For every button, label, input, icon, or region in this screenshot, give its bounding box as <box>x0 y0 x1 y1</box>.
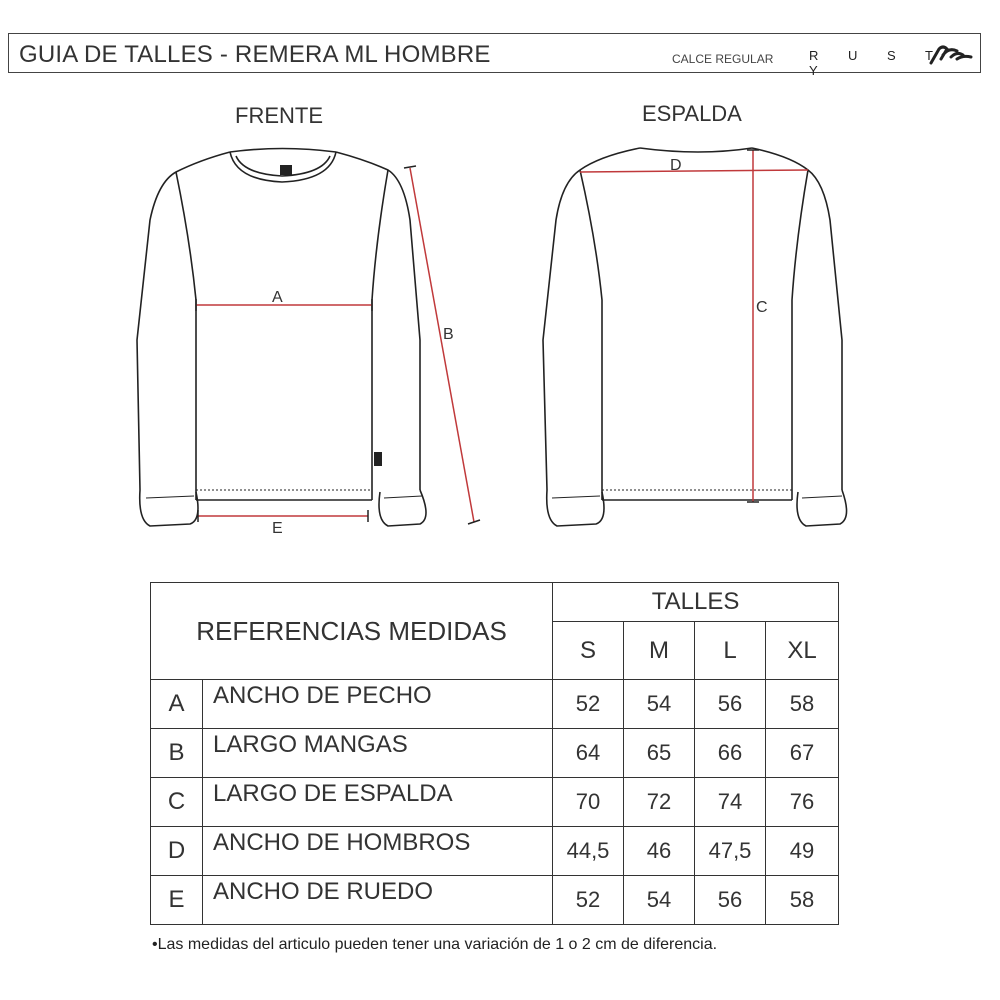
table-cell: 70 <box>553 778 624 827</box>
table-cell: 67 <box>766 729 839 778</box>
table-row <box>151 778 839 827</box>
brand-name: R U S T Y <box>809 48 946 78</box>
row-letter: D <box>151 827 203 876</box>
size-column-header: S <box>553 622 624 680</box>
front-view-label: FRENTE <box>235 103 323 128</box>
table-cell: 56 <box>695 876 766 925</box>
size-column-header: M <box>624 622 695 680</box>
table-cell: 58 <box>766 876 839 925</box>
back-view-label: ESPALDA <box>642 101 742 126</box>
size-column-header: L <box>695 622 766 680</box>
row-letter: C <box>151 778 203 827</box>
row-name: LARGO DE ESPALDA <box>213 780 453 807</box>
table-cell: 74 <box>695 778 766 827</box>
fit-label: CALCE REGULAR <box>672 52 774 66</box>
row-name: LARGO MANGAS <box>213 731 408 758</box>
measure-line-d <box>580 170 808 172</box>
collar-tag-icon <box>280 165 292 175</box>
marker-c: C <box>756 299 768 316</box>
footnote: •Las medidas del articulo pueden tener una variación de 1 o 2 cm de diferencia. <box>152 936 718 953</box>
table-cell: 47,5 <box>695 827 766 876</box>
marker-b: B <box>443 326 454 343</box>
size-column-header: XL <box>766 622 839 680</box>
table-row <box>151 729 839 778</box>
row-letter: B <box>151 729 203 778</box>
table-row <box>151 876 839 925</box>
front-shirt-outline <box>137 149 426 527</box>
table-row <box>151 827 839 876</box>
marker-a: A <box>272 289 283 306</box>
table-row <box>151 680 839 729</box>
page-title: GUIA DE TALLES - REMERA ML HOMBRE <box>19 41 491 68</box>
row-letter: E <box>151 876 203 925</box>
table-cell: 76 <box>766 778 839 827</box>
table-cell: 49 <box>766 827 839 876</box>
table-cell: 52 <box>553 680 624 729</box>
table-cell: 54 <box>624 876 695 925</box>
row-name: ANCHO DE PECHO <box>213 682 432 709</box>
reference-header: REFERENCIAS MEDIDAS <box>151 583 553 680</box>
sizes-header: TALLES <box>553 583 839 622</box>
table-cell: 54 <box>624 680 695 729</box>
table-cell: 56 <box>695 680 766 729</box>
table-cell: 58 <box>766 680 839 729</box>
row-name: ANCHO DE HOMBROS <box>213 829 471 856</box>
side-tag-icon <box>374 452 382 466</box>
row-name: ANCHO DE RUEDO <box>213 878 434 905</box>
row-letter: A <box>151 680 203 729</box>
size-table <box>150 582 839 925</box>
table-cell: 46 <box>624 827 695 876</box>
marker-d: D <box>670 157 682 174</box>
table-cell: 72 <box>624 778 695 827</box>
table-cell: 44,5 <box>553 827 624 876</box>
table-cell: 52 <box>553 876 624 925</box>
back-shirt-outline <box>543 148 847 526</box>
table-cell: 65 <box>624 729 695 778</box>
marker-e: E <box>272 520 283 537</box>
table-cell: 64 <box>553 729 624 778</box>
table-cell: 66 <box>695 729 766 778</box>
